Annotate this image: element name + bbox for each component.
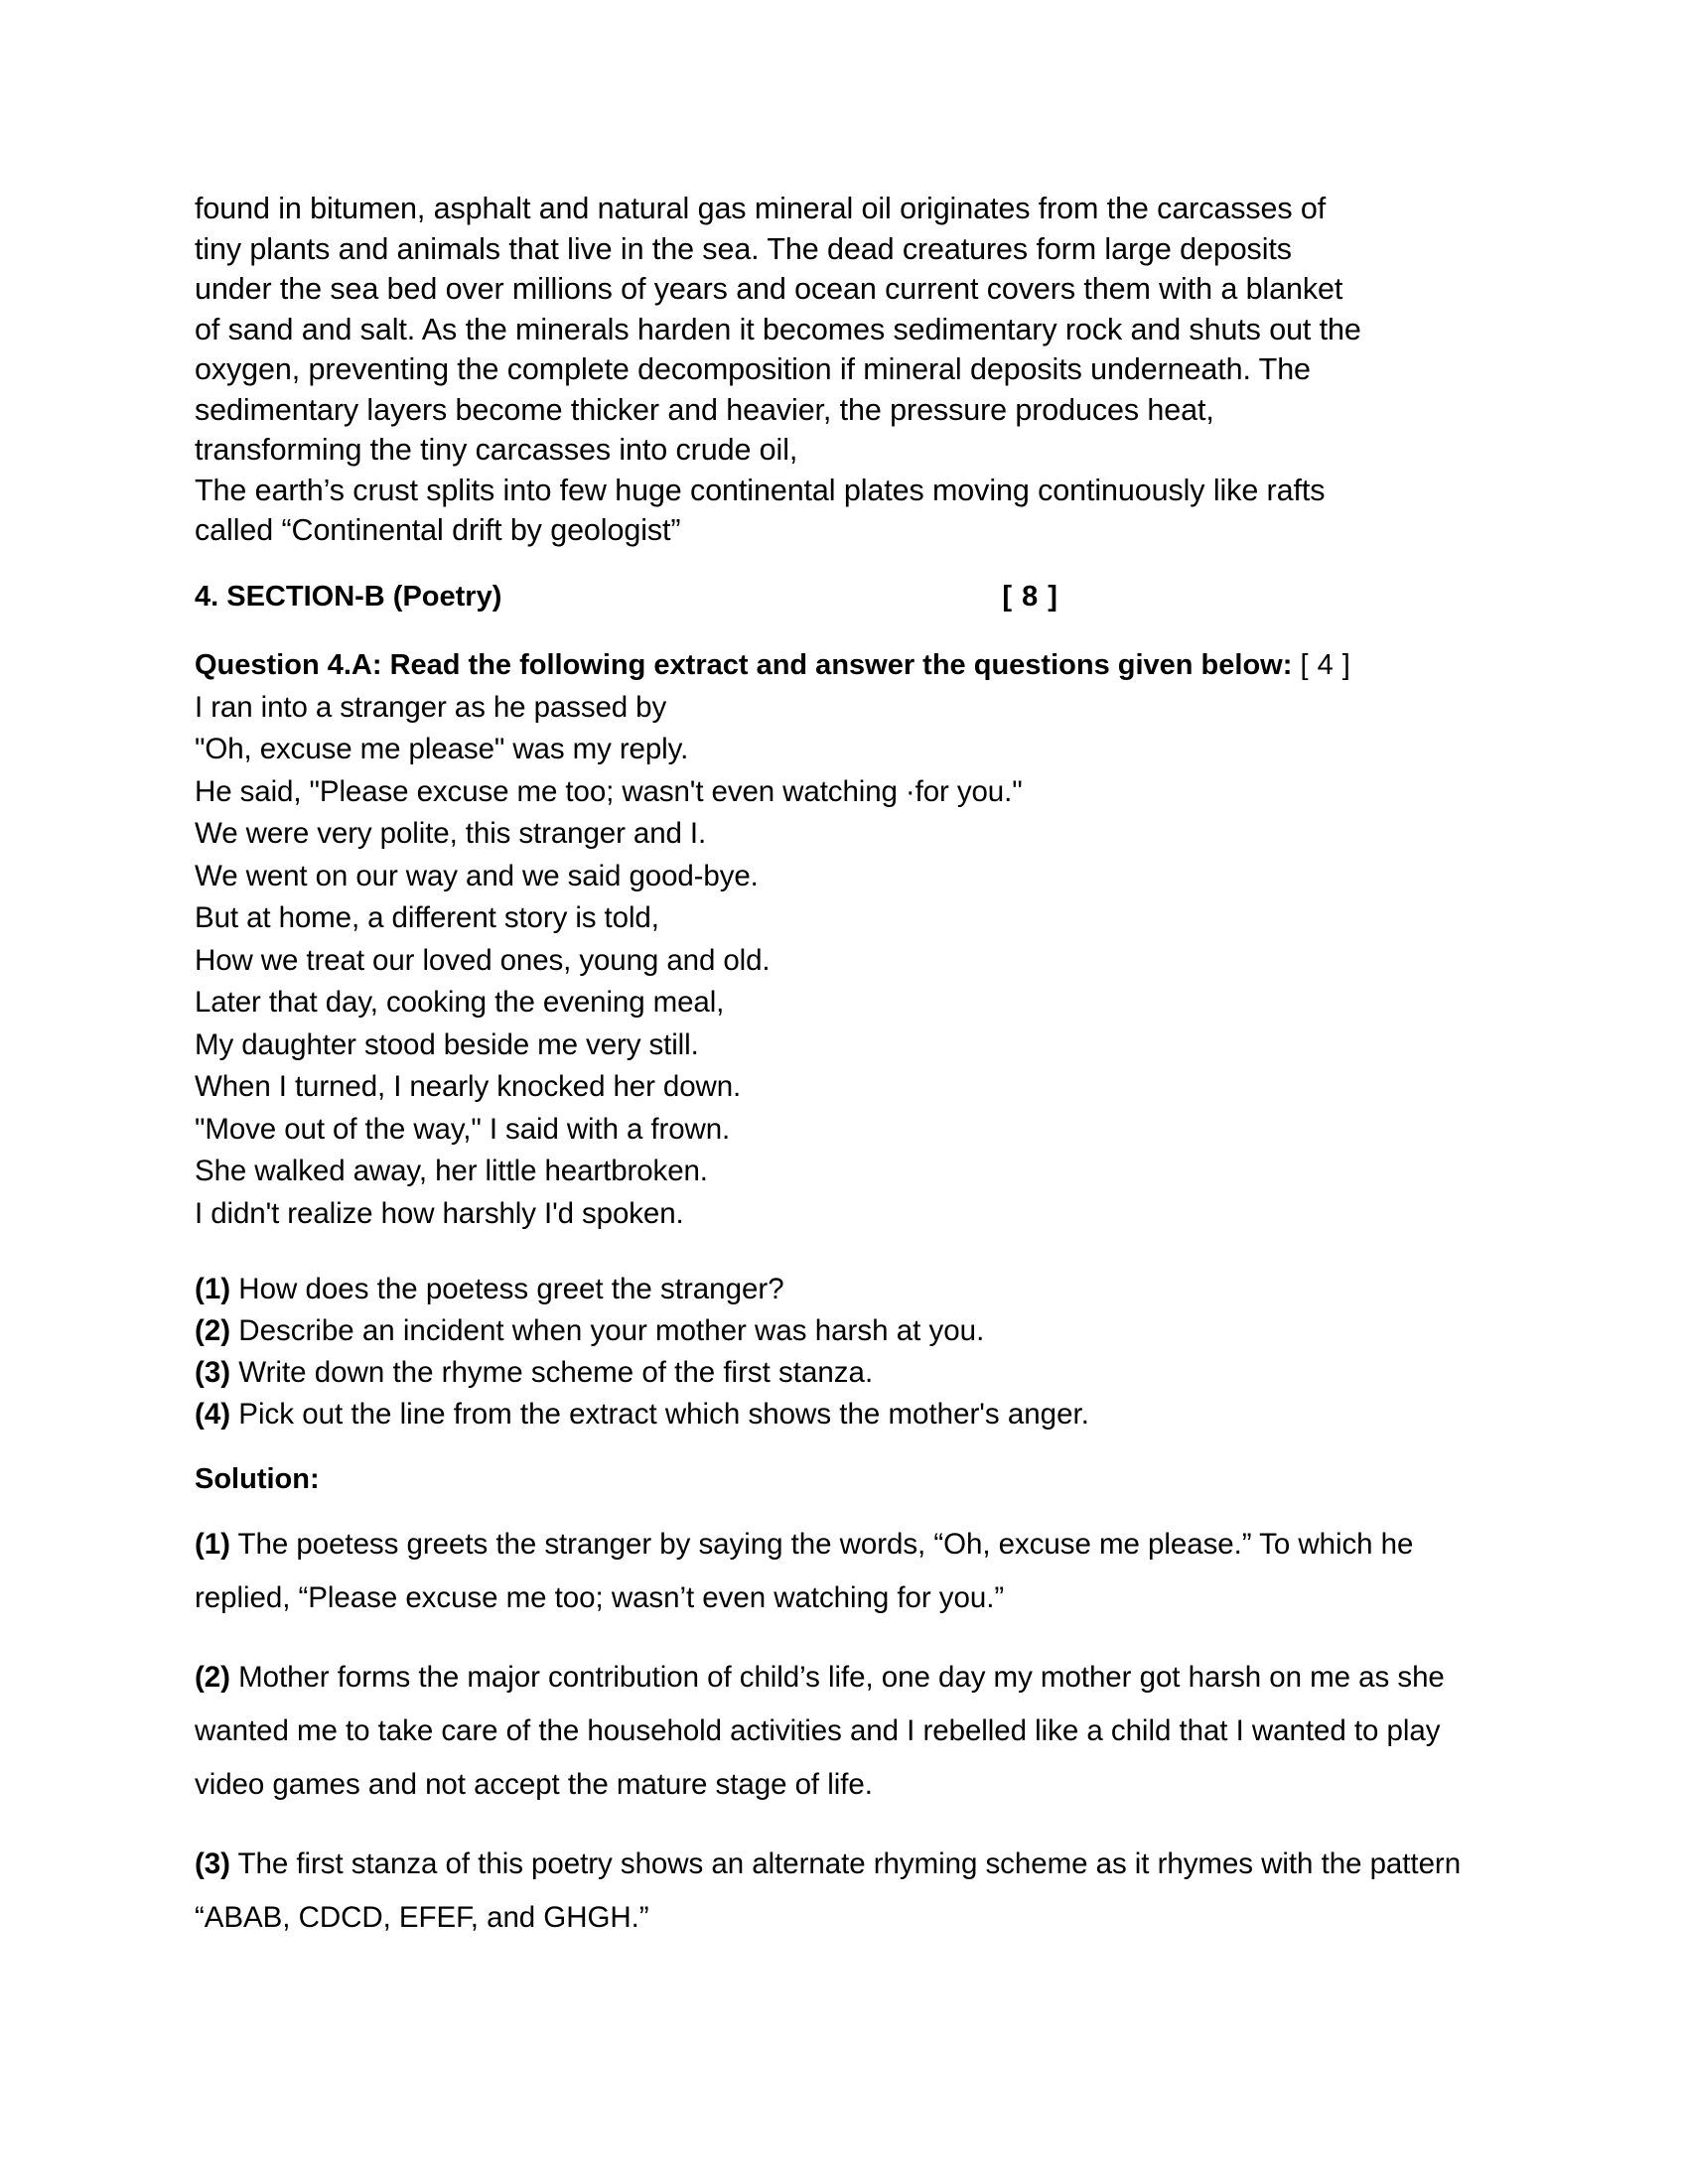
intro-line: oxygen, preventing the complete decomposition if mineral deposits underneath. The bbox=[195, 352, 1311, 386]
poem-line: She walked away, her little heartbroken. bbox=[195, 1155, 708, 1187]
poem-line: We went on our way and we said good-bye. bbox=[195, 859, 759, 892]
question-number: (3) bbox=[195, 1356, 231, 1389]
question-number: (4) bbox=[195, 1398, 231, 1431]
poem-line: We were very polite, this stranger and I. bbox=[195, 817, 707, 850]
poem-extract bbox=[195, 687, 1504, 1236]
answer-item bbox=[195, 1518, 1504, 1625]
poem-line: How we treat our loved ones, young and old. bbox=[195, 943, 771, 977]
answer-item bbox=[195, 1838, 1504, 1945]
question-text: How does the poetess greet the stranger? bbox=[238, 1273, 784, 1305]
question-text: Pick out the line from the extract which shows the mother's anger. bbox=[238, 1398, 1089, 1431]
answer-text: The poetess greets the stranger by saying the words, “Oh, excuse me please.” To which he replied, “Please excuse me too; wasn’t even watching for you.” bbox=[195, 1528, 1414, 1614]
section-title: 4. SECTION-B (Poetry) bbox=[195, 580, 502, 613]
question-list bbox=[195, 1269, 1504, 1435]
poem-line: When I turned, I nearly knocked her down. bbox=[195, 1070, 742, 1103]
question-item bbox=[195, 1269, 1504, 1310]
poem-line: Later that day, cooking the evening meal, bbox=[195, 986, 725, 1019]
intro-line: sedimentary layers become thicker and heavier, the pressure produces heat, bbox=[195, 392, 1214, 427]
poem-line: My daughter stood beside me very still. bbox=[195, 1027, 699, 1061]
question-text: Describe an incident when your mother was harsh at you. bbox=[238, 1314, 985, 1347]
intro-line: called “Continental drift by geologist” bbox=[195, 513, 681, 547]
question-text: Write down the rhyme scheme of the first stanza. bbox=[238, 1356, 874, 1389]
poem-line: But at home, a different story is told, bbox=[195, 901, 659, 934]
poem-line: "Move out of the way," I said with a frown. bbox=[195, 1112, 731, 1146]
section-heading bbox=[195, 581, 1504, 614]
answer-number: (2) bbox=[195, 1661, 230, 1694]
question-item bbox=[195, 1352, 1504, 1394]
poem-line: "Oh, excuse me please" was my reply. bbox=[195, 733, 689, 765]
question-heading bbox=[195, 645, 1504, 685]
question-number: (2) bbox=[195, 1314, 231, 1347]
intro-line: found in bitumen, asphalt and natural gas mineral oil originates from the carcasses of bbox=[195, 192, 1327, 225]
intro-line: The earth’s crust splits into few huge continental plates moving continuously like rafts bbox=[195, 473, 1326, 507]
intro-line: tiny plants and animals that live in the sea. The dead creatures form large deposits bbox=[195, 231, 1292, 266]
section-marks: [ 8 ] bbox=[1002, 580, 1058, 613]
poem-line: I didn't realize how harshly I'd spoken. bbox=[195, 1196, 684, 1230]
question-number: (1) bbox=[195, 1273, 231, 1305]
intro-line: transforming the tiny carcasses into crude oil, bbox=[195, 433, 798, 467]
question-heading-text: Question 4.A: Read the following extract and answer the questions given below: bbox=[195, 648, 1293, 681]
answer-text: Mother forms the major contribution of child’s life, one day my mother got harsh on me as she wanted me to take care of the household activities and I rebelled like a child that I wanted to play video games and not accept the mature stage of life. bbox=[195, 1661, 1445, 1801]
intro-line: under the sea bed over millions of years and ocean current covers them with a blanket bbox=[195, 272, 1343, 306]
poem-line: He said, "Please excuse me too; wasn't even watching ·for you." bbox=[195, 774, 1023, 808]
question-item bbox=[195, 1394, 1504, 1435]
question-marks: [ 4 ] bbox=[1300, 648, 1351, 681]
intro-paragraph bbox=[195, 189, 1504, 551]
intro-line: of sand and salt. As the minerals harden it becomes sedimentary rock and shuts out the bbox=[195, 312, 1361, 346]
question-item bbox=[195, 1310, 1504, 1352]
solution-label: Solution: bbox=[195, 1463, 320, 1495]
poem-line: I ran into a stranger as he passed by bbox=[195, 690, 667, 724]
answer-number: (3) bbox=[195, 1847, 230, 1880]
answer-number: (1) bbox=[195, 1528, 230, 1561]
answers-block bbox=[195, 1518, 1504, 1945]
answer-text: The first stanza of this poetry shows an alternate rhyming scheme as it rhymes with the pattern “ABAB, CDCD, EFEF, and GHGH.” bbox=[195, 1847, 1462, 1934]
answer-item bbox=[195, 1651, 1504, 1812]
